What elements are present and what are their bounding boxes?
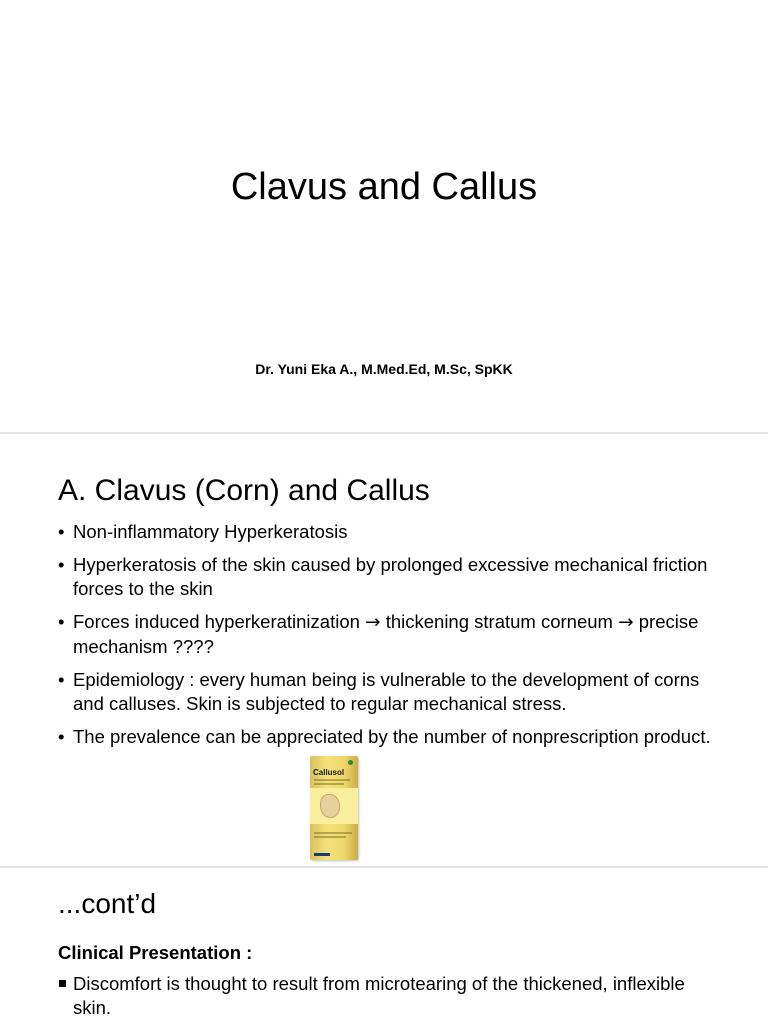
- content-slide-contd: [0, 868, 768, 1024]
- bullet-dot: •: [58, 726, 65, 747]
- bullet-list: [58, 972, 718, 1020]
- square-bullet-icon: [59, 980, 66, 987]
- clinical-presentation-heading: Clinical Presentation :: [58, 942, 253, 963]
- foot-illustration: [320, 794, 340, 818]
- bullet-dot: •: [58, 669, 65, 690]
- bullet-text: Discomfort is thought to result from microtearing of the thickened, inflexible skin.: [73, 973, 685, 1018]
- bullet-text-part: Forces induced hyperkeratinization: [73, 611, 366, 632]
- badge-dot: [348, 760, 353, 765]
- callusol-product-image: [310, 756, 358, 860]
- right-arrow-icon: →: [365, 612, 381, 633]
- product-brand-label: Callusol: [313, 768, 345, 777]
- title-slide: [0, 0, 768, 432]
- bullet-dot: •: [58, 554, 65, 575]
- bullet-text: Hyperkeratosis of the skin caused by prolonged excessive mechanical friction forces to the skin: [73, 554, 708, 599]
- label-line: [314, 783, 344, 785]
- label-line: [314, 832, 352, 834]
- right-arrow-icon: →: [618, 612, 634, 633]
- bullet-item: [58, 972, 718, 1020]
- bullet-text: Epidemiology : every human being is vulnerable to the development of corns and calluses. Skin is subjected to regular mechanical stress.: [73, 669, 700, 714]
- bullet-text-part: thickening stratum corneum: [380, 611, 619, 632]
- bullet-text-part: precise mechanism ????: [73, 611, 699, 657]
- slide-heading: A. Clavus (Corn) and Callus: [58, 474, 430, 507]
- bullet-dot: •: [58, 521, 65, 542]
- maker-logo: [314, 853, 330, 856]
- bullet-dot: •: [58, 611, 65, 632]
- label-line: [314, 836, 346, 838]
- author-line: Dr. Yuni Eka A., M.Med.Ed, M.Sc, SpKK: [255, 361, 513, 377]
- presentation-title: Clavus and Callus: [230, 166, 538, 208]
- bullet-item: [58, 610, 718, 659]
- bullet-text: Non-inflammatory Hyperkeratosis: [73, 521, 348, 542]
- content-slide-clavus: [0, 434, 768, 866]
- bullet-item: [58, 553, 718, 601]
- bullet-item: [58, 668, 718, 716]
- bullet-item: [58, 725, 718, 749]
- slide-heading: ...cont’d: [58, 888, 157, 919]
- bullet-item: [58, 520, 718, 544]
- bullet-text: The prevalence can be appreciated by the number of nonprescription product.: [73, 726, 711, 747]
- bullet-list: [58, 520, 718, 758]
- label-line: [314, 779, 350, 781]
